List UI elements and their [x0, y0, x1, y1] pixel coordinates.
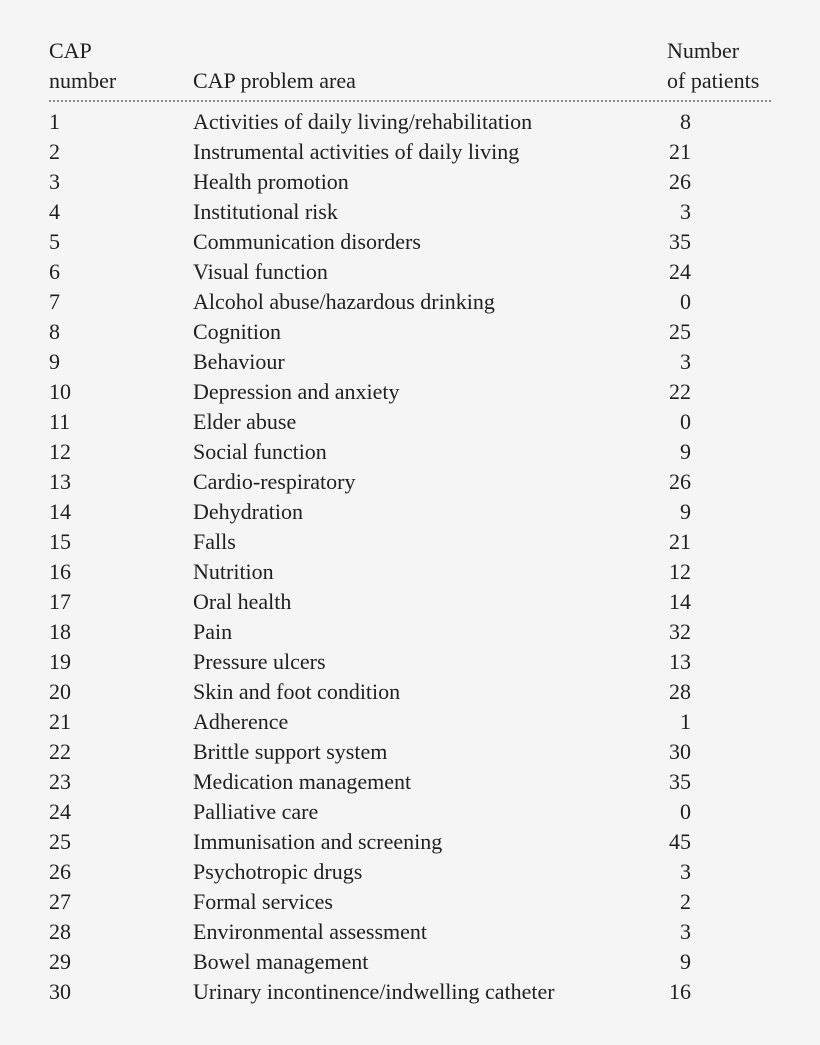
table-row	[49, 167, 771, 197]
problem-area-cell: Instrumental activities of daily living	[193, 139, 520, 164]
cap-number-cell: 11	[49, 409, 71, 434]
cap-number-cell: 25	[49, 829, 71, 854]
table-row	[49, 377, 771, 407]
table-row	[49, 257, 771, 287]
problem-area-cell: Dehydration	[193, 499, 303, 524]
cap-number-cell: 12	[49, 439, 71, 464]
problem-area-cell: Pressure ulcers	[193, 649, 326, 674]
problem-area-cell: Palliative care	[193, 799, 319, 824]
cap-number-cell: 14	[49, 499, 71, 524]
cap-number-cell: 5	[49, 229, 60, 254]
table-row	[49, 977, 771, 1007]
cap-number-cell: 26	[49, 859, 71, 884]
header-cap-number	[49, 36, 189, 96]
cap-number-cell: 19	[49, 649, 71, 674]
problem-area-cell: Oral health	[193, 589, 292, 614]
number-of-patients-cell: 24	[669, 259, 691, 284]
number-of-patients-cell: 35	[669, 229, 691, 254]
number-of-patients-cell: 26	[669, 169, 691, 194]
number-of-patients-cell: 35	[669, 769, 691, 794]
cap-number-cell: 27	[49, 889, 71, 914]
table-row	[49, 287, 771, 317]
number-of-patients-cell: 28	[669, 679, 691, 704]
table-body	[49, 107, 771, 1007]
number-of-patients-cell: 3	[680, 199, 691, 224]
problem-area-cell: Health promotion	[193, 169, 349, 194]
number-of-patients-cell: 3	[680, 349, 691, 374]
table-row	[49, 497, 771, 527]
table-row	[49, 137, 771, 167]
cap-number-cell: 2	[49, 139, 60, 164]
problem-area-cell: Communication disorders	[193, 229, 421, 254]
header-problem-area	[193, 66, 573, 96]
table-row	[49, 437, 771, 467]
cap-number-cell: 24	[49, 799, 71, 824]
number-of-patients-cell: 9	[680, 499, 691, 524]
table-row	[49, 677, 771, 707]
number-of-patients-cell: 21	[669, 529, 691, 554]
problem-area-cell: Elder abuse	[193, 409, 297, 434]
table-row	[49, 827, 771, 857]
cap-number-cell: 16	[49, 559, 71, 584]
cap-number-cell: 22	[49, 739, 71, 764]
number-of-patients-cell: 22	[669, 379, 691, 404]
table-row	[49, 407, 771, 437]
number-of-patients-cell: 3	[680, 919, 691, 944]
table-row	[49, 197, 771, 227]
cap-number-cell: 13	[49, 469, 71, 494]
cap-number-cell: 30	[49, 979, 71, 1004]
problem-area-cell: Institutional risk	[193, 199, 338, 224]
cap-number-cell: 29	[49, 949, 71, 974]
number-of-patients-cell: 32	[669, 619, 691, 644]
table-row	[49, 587, 771, 617]
header-patients-line1: Number	[667, 38, 740, 63]
problem-area-cell: Alcohol abuse/hazardous drinking	[193, 289, 495, 314]
problem-area-cell: Medication management	[193, 769, 412, 794]
problem-area-cell: Immunisation and screening	[193, 829, 443, 854]
header-number-of-patients	[667, 36, 777, 96]
problem-area-cell: Depression and anxiety	[193, 379, 400, 404]
problem-area-cell: Formal services	[193, 889, 333, 914]
problem-area-cell: Nutrition	[193, 559, 274, 584]
cap-number-cell: 23	[49, 769, 71, 794]
table-row	[49, 227, 771, 257]
problem-area-cell: Behaviour	[193, 349, 285, 374]
cap-number-cell: 21	[49, 709, 71, 734]
table-row	[49, 317, 771, 347]
problem-area-cell: Social function	[193, 439, 327, 464]
number-of-patients-cell: 9	[680, 439, 691, 464]
number-of-patients-cell: 12	[669, 559, 691, 584]
cap-number-cell: 10	[49, 379, 71, 404]
number-of-patients-cell: 25	[669, 319, 691, 344]
cap-number-cell: 1	[49, 109, 60, 134]
table-row	[49, 917, 771, 947]
table-row	[49, 467, 771, 497]
problem-area-cell: Pain	[193, 619, 233, 644]
number-of-patients-cell: 2	[680, 889, 691, 914]
problem-area-cell: Psychotropic drugs	[193, 859, 363, 884]
problem-area-cell: Adherence	[193, 709, 289, 734]
header-patients-line2: of patients	[667, 68, 760, 93]
cap-number-cell: 4	[49, 199, 60, 224]
cap-number-cell: 18	[49, 619, 71, 644]
cap-number-cell: 9	[49, 349, 60, 374]
table-header	[49, 36, 771, 98]
problem-area-cell: Falls	[193, 529, 236, 554]
cap-number-cell: 6	[49, 259, 60, 284]
number-of-patients-cell: 0	[680, 289, 691, 314]
table-row	[49, 737, 771, 767]
number-of-patients-cell: 1	[680, 709, 691, 734]
table-row	[49, 527, 771, 557]
problem-area-cell: Environmental assessment	[193, 919, 428, 944]
header-divider	[49, 100, 771, 102]
header-problem-area-label: CAP problem area	[193, 68, 356, 93]
problem-area-cell: Activities of daily living/rehabilitation	[193, 109, 533, 134]
table-row	[49, 797, 771, 827]
cap-number-cell: 3	[49, 169, 60, 194]
number-of-patients-cell: 26	[669, 469, 691, 494]
header-cap-number-line1: CAP	[49, 38, 92, 63]
table-row	[49, 887, 771, 917]
problem-area-cell: Bowel management	[193, 949, 369, 974]
number-of-patients-cell: 8	[680, 109, 691, 134]
number-of-patients-cell: 16	[669, 979, 691, 1004]
number-of-patients-cell: 9	[680, 949, 691, 974]
table-row	[49, 767, 771, 797]
problem-area-cell: Urinary incontinence/indwelling catheter	[193, 979, 555, 1004]
header-cap-number-line2: number	[49, 68, 117, 93]
problem-area-cell: Brittle support system	[193, 739, 388, 764]
number-of-patients-cell: 45	[669, 829, 691, 854]
cap-number-cell: 7	[49, 289, 60, 314]
number-of-patients-cell: 21	[669, 139, 691, 164]
cap-number-cell: 8	[49, 319, 60, 344]
table-row	[49, 617, 771, 647]
problem-area-cell: Visual function	[193, 259, 328, 284]
table-row	[49, 947, 771, 977]
table-row	[49, 707, 771, 737]
cap-number-cell: 17	[49, 589, 71, 614]
number-of-patients-cell: 30	[669, 739, 691, 764]
number-of-patients-cell: 3	[680, 859, 691, 884]
table-row	[49, 557, 771, 587]
cap-number-cell: 28	[49, 919, 71, 944]
table-row	[49, 347, 771, 377]
number-of-patients-cell: 14	[669, 589, 691, 614]
number-of-patients-cell: 0	[680, 799, 691, 824]
cap-number-cell: 20	[49, 679, 71, 704]
problem-area-cell: Cognition	[193, 319, 282, 344]
problem-area-cell: Skin and foot condition	[193, 679, 401, 704]
problem-area-cell: Cardio-respiratory	[193, 469, 356, 494]
number-of-patients-cell: 0	[680, 409, 691, 434]
cap-number-cell: 15	[49, 529, 71, 554]
table-row	[49, 647, 771, 677]
table-row	[49, 107, 771, 137]
number-of-patients-cell: 13	[669, 649, 691, 674]
table-row	[49, 857, 771, 887]
